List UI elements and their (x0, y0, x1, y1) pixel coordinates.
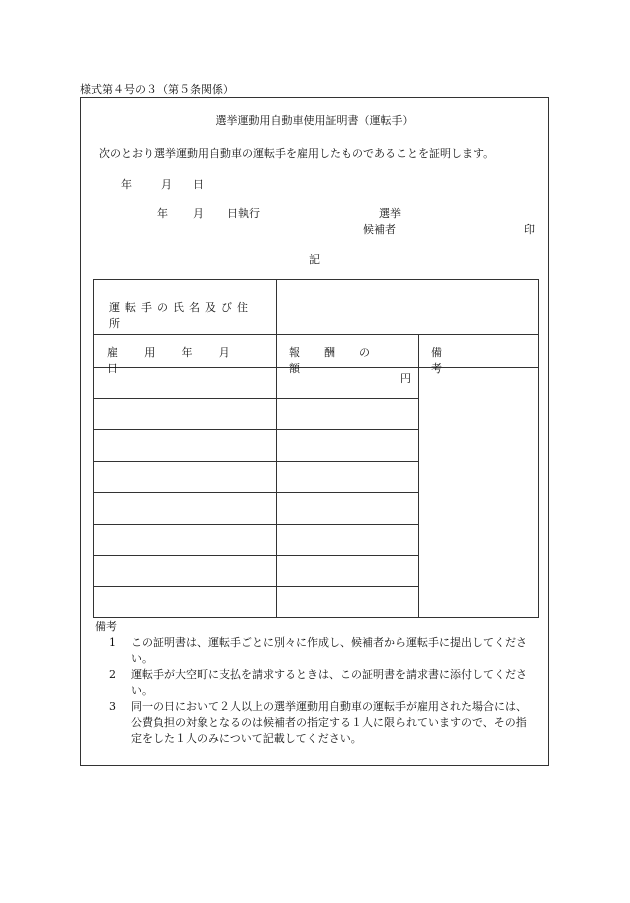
date-day-label: 日 (193, 178, 204, 191)
certificate-frame (80, 97, 549, 766)
seal-mark: 印 (524, 223, 535, 236)
remarks-header (431, 344, 527, 376)
form-number-label: 様式第４号の３（第５条関係） (80, 83, 234, 96)
notes-section (95, 619, 536, 747)
yen-unit: 円 (400, 372, 411, 385)
notes-heading: 備考 (95, 620, 117, 633)
ki-marker: 記 (309, 253, 320, 266)
note-number: 3 (109, 700, 116, 713)
intro-statement: 次のとおり選挙運動用自動車の運転手を雇用したものであることを証明します。 (99, 147, 495, 160)
remarks-header-text: 備考 (431, 346, 516, 375)
date-year-label: 年 (121, 178, 132, 191)
compensation-header-text: 報酬の額 (289, 346, 394, 375)
note-item (109, 667, 536, 699)
election-year-label: 年 (157, 207, 168, 220)
employment-date-header-text: 雇用年月日 (107, 346, 256, 375)
note-text: この証明書は、運転手ごとに別々に作成し、候補者から運転手に提出してください。 (131, 636, 527, 665)
note-number: 1 (109, 636, 116, 649)
candidate-label: 候補者 (363, 223, 396, 236)
driver-table (93, 279, 539, 618)
employment-date-header (107, 344, 267, 376)
election-day-exec-label: 日執行 (227, 207, 260, 220)
document-title: 選挙運動用自動車使用証明書（運転手） (215, 114, 414, 127)
note-text: 運転手が大空町に支払を請求するときは、この証明書を請求書に添付してください。 (131, 668, 527, 697)
name-address-header-text: 運転手の氏名及び住所 (109, 301, 253, 330)
note-text: 同一の日において２人以上の選挙運動用自動車の運転手が雇用された場合には、公費負担の対象となるのは候補者の指定する１人に限られていますので、その指定をした１人のみについて記載してください。 (131, 700, 527, 745)
note-item (109, 635, 536, 667)
election-month-label: 月 (193, 207, 204, 220)
name-address-header (109, 299, 261, 331)
compensation-header (289, 344, 405, 376)
election-label: 選挙 (379, 207, 401, 220)
note-item (109, 699, 536, 747)
note-number: 2 (109, 668, 116, 681)
date-month-label: 月 (161, 178, 172, 191)
